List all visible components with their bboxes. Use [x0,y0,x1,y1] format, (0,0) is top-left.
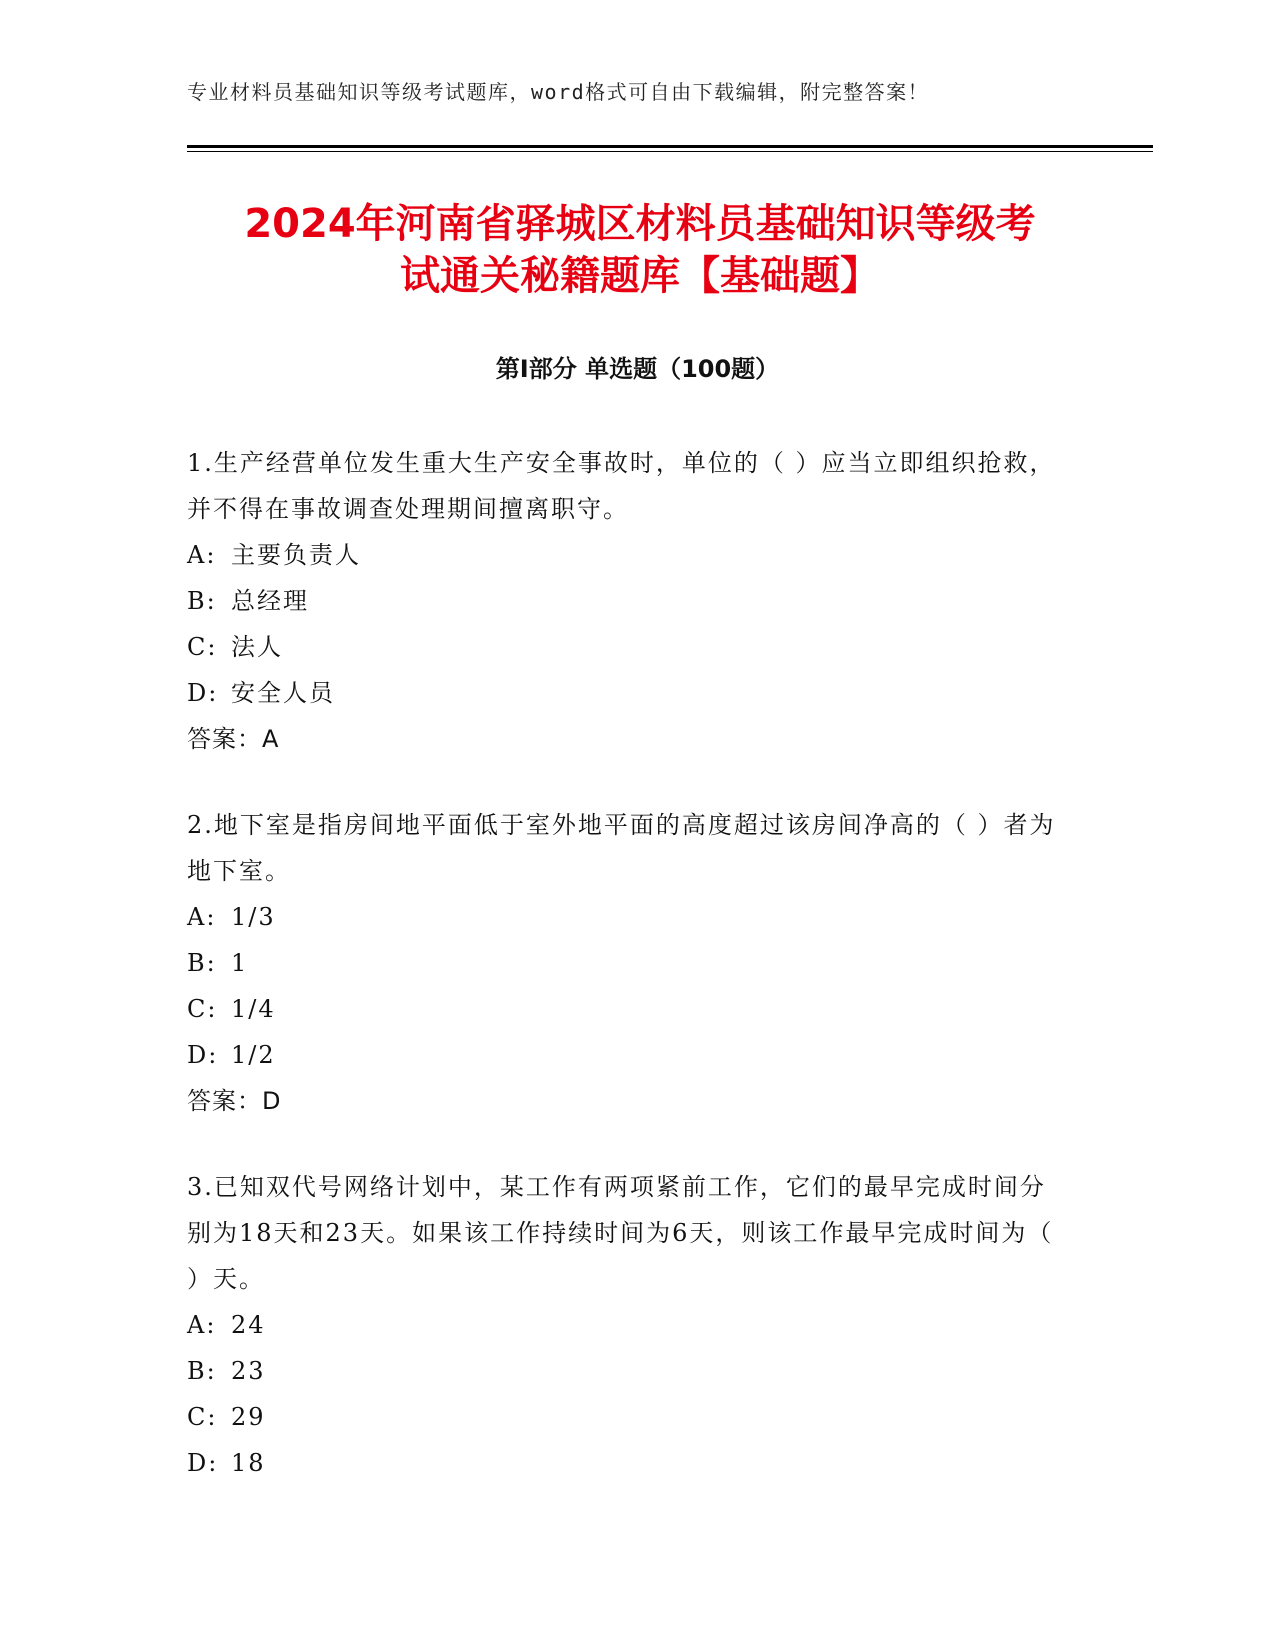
option-a [187,532,1067,578]
question-1 [187,440,1067,762]
option-text: 1/4 [231,995,276,1023]
option-text: 18 [231,1449,266,1477]
question-stem: 2.地下室是指房间地平面低于室外地平面的高度超过该房间净高的（ ）者为地下室。 [187,811,1056,885]
header-rule-thick [187,145,1153,148]
option-letter: B: [187,949,217,977]
option-d [187,1032,1067,1078]
option-b [187,1348,1067,1394]
option-letter: D: [187,679,219,707]
option-c [187,624,1067,670]
option-b [187,940,1067,986]
option-text: 23 [231,1357,266,1385]
document-title-line2: 试通关秘籍题库【基础题】 [400,253,880,299]
option-a [187,894,1067,940]
option-text: 安全人员 [231,679,335,707]
question-stem: 3.已知双代号网络计划中，某工作有两项紧前工作，它们的最早完成时间分别为18天和23天。如果该工作持续时间为6天，则该工作最早完成时间为（ ）天。 [187,1173,1054,1293]
option-text: 1/3 [231,903,276,931]
header-note: 专业材料员基础知识等级考试题库，word格式可自由下载编辑，附完整答案！ [187,80,930,104]
option-c [187,1394,1067,1440]
option-text: 总经理 [231,587,309,615]
answer-line: 答案：D [187,1087,282,1115]
option-text: 主要负责人 [231,541,361,569]
option-letter: B: [187,1357,217,1385]
option-letter: C: [187,633,218,661]
option-b [187,578,1067,624]
option-letter: A: [187,903,217,931]
option-text: 法人 [231,633,283,661]
question-2 [187,802,1067,1124]
option-d [187,1440,1067,1486]
question-3 [187,1164,1067,1486]
document-title-line1: 2024年河南省驿城区材料员基础知识等级考 [244,201,1036,247]
option-letter: A: [187,541,217,569]
section-title: 第Ⅰ部分 单选题（100题） [495,355,780,383]
option-a [187,1302,1067,1348]
option-c [187,986,1067,1032]
option-letter: C: [187,1403,218,1431]
answer-line: 答案：A [187,725,280,753]
document-title [150,198,1130,302]
option-letter: A: [187,1311,217,1339]
option-letter: D: [187,1449,219,1477]
option-text: 1/2 [231,1041,276,1069]
option-text: 24 [231,1311,266,1339]
option-text: 1 [231,949,249,977]
option-d [187,670,1067,716]
header-rule-thin [187,151,1153,152]
question-stem: 1.生产经营单位发生重大生产安全事故时，单位的（ ）应当立即组织抢救，并不得在事故调查处理期间擅离职守。 [187,449,1056,523]
option-letter: B: [187,587,217,615]
option-letter: C: [187,995,218,1023]
option-text: 29 [231,1403,266,1431]
option-letter: D: [187,1041,219,1069]
